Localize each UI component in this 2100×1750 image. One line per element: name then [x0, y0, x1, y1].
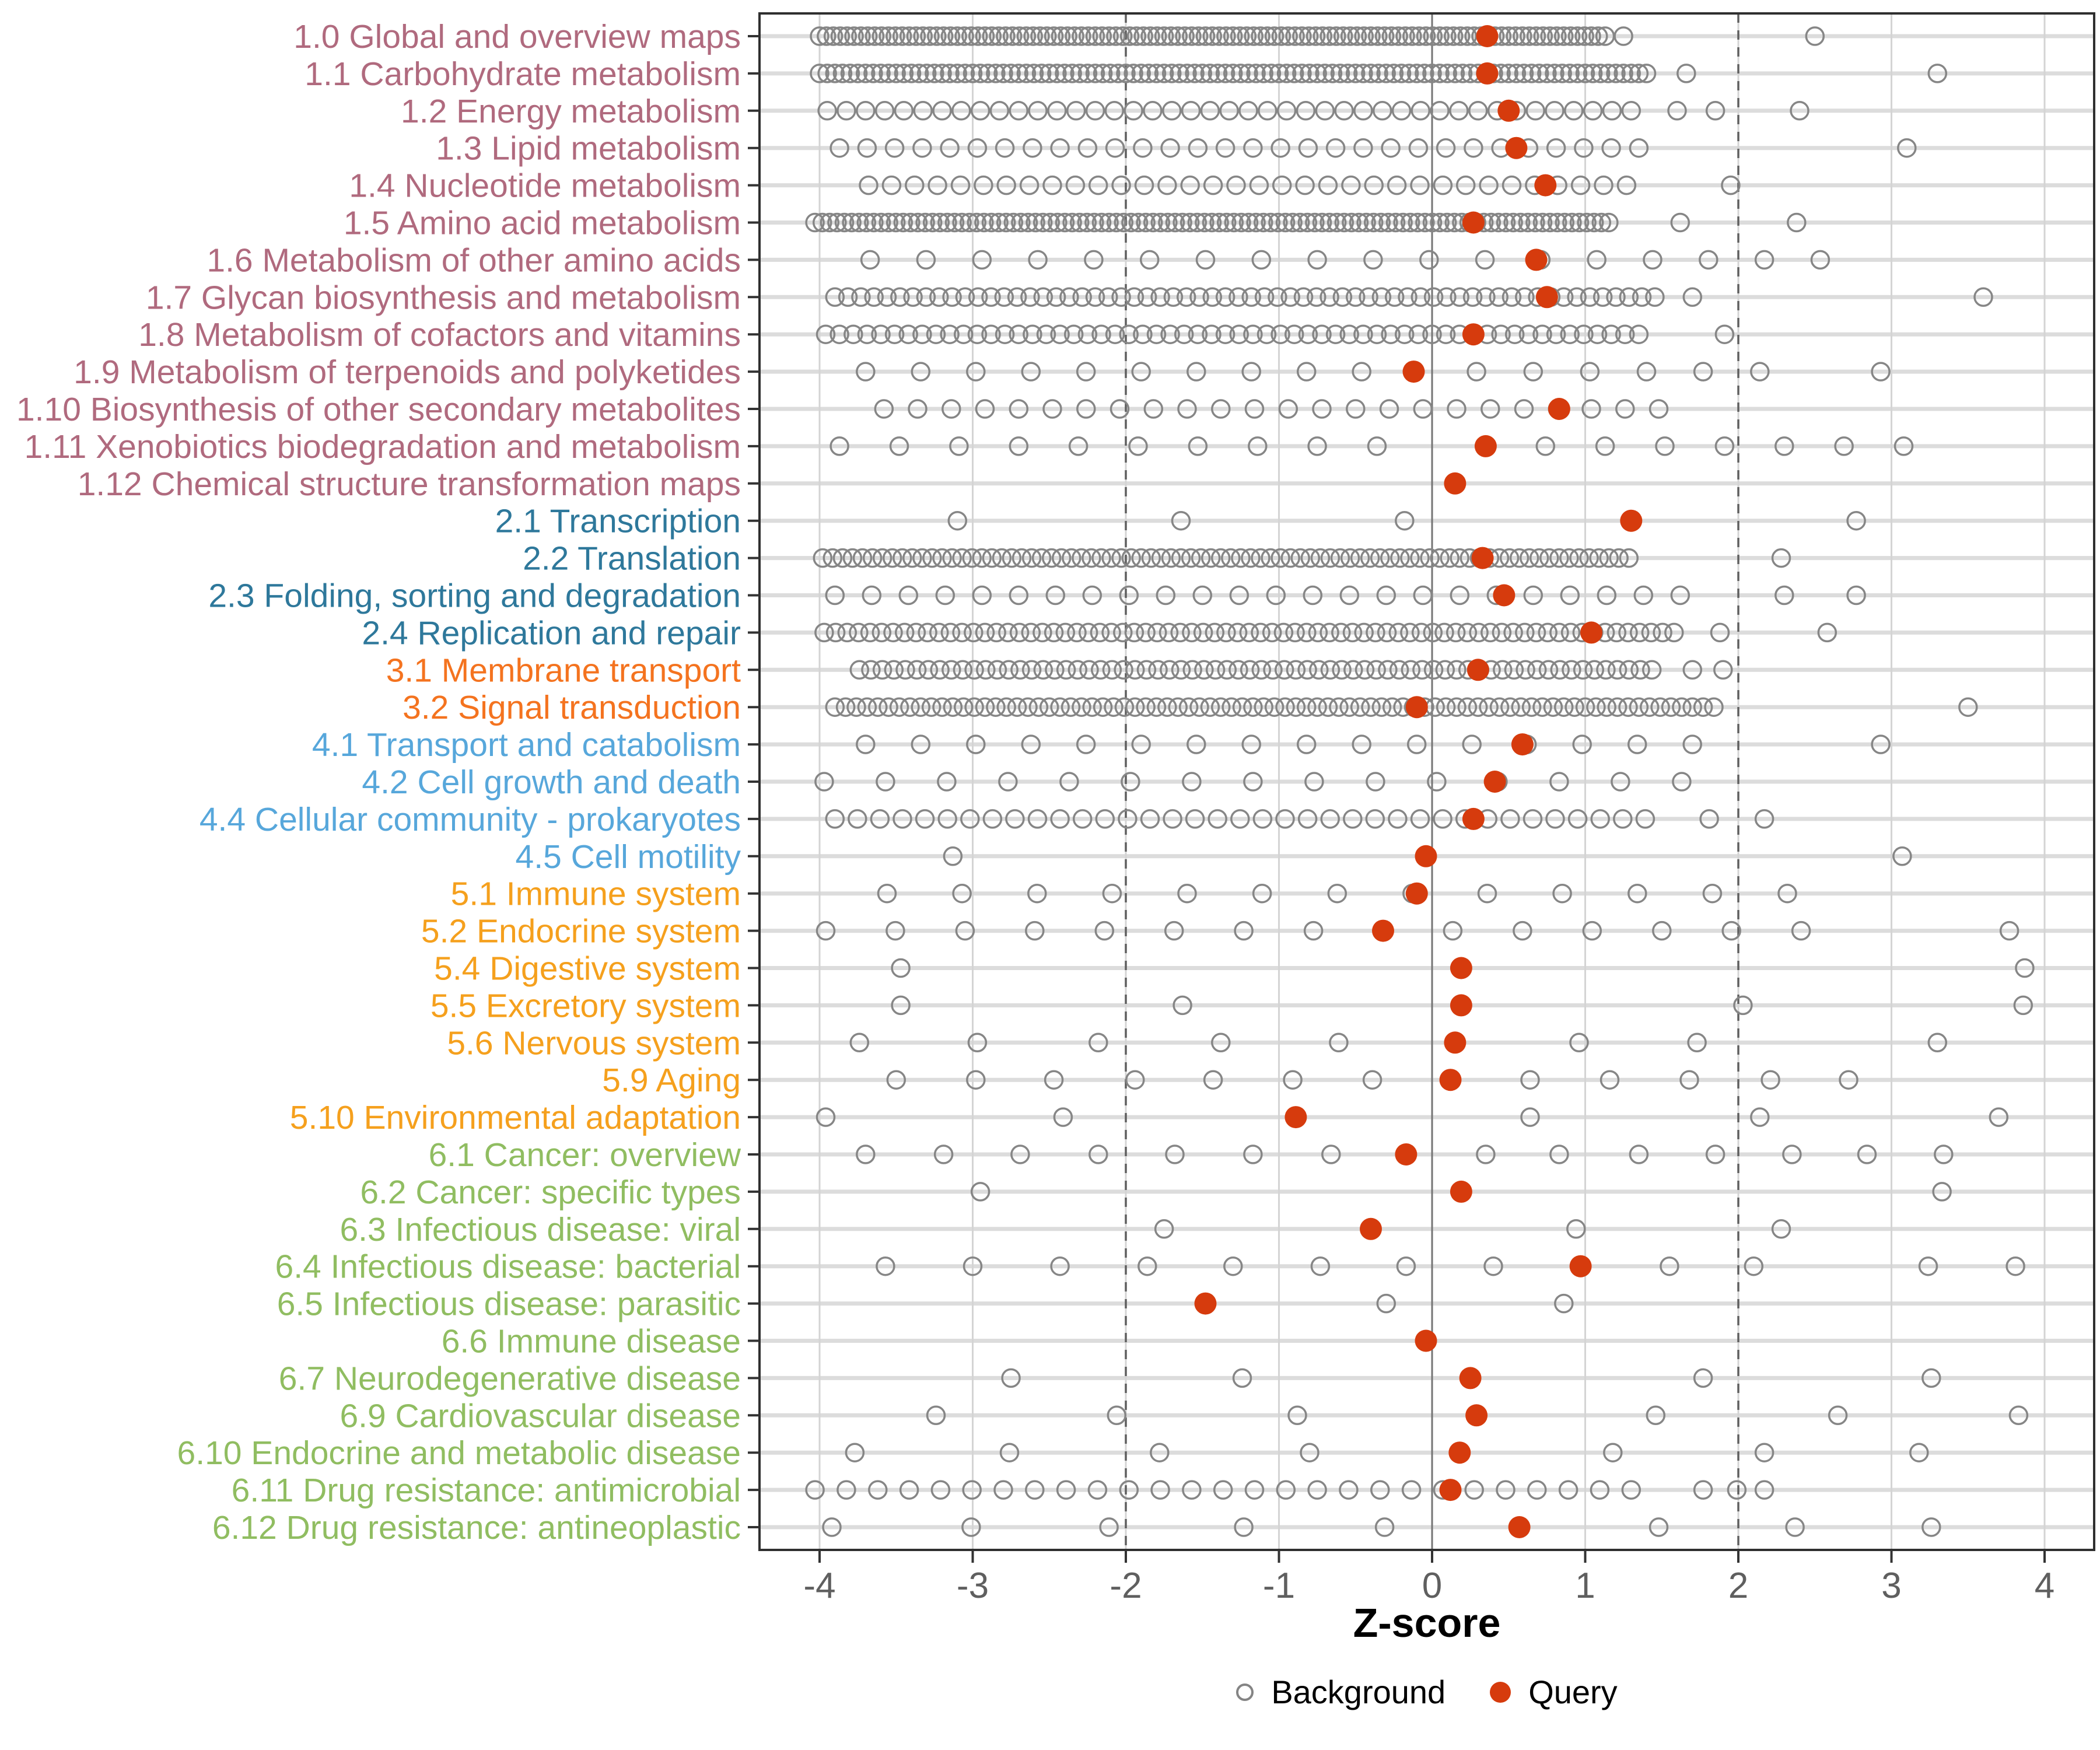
y-axis-label: 1.12 Chemical structure transformation maps	[77, 465, 741, 503]
y-axis-label: 1.10 Biosynthesis of other secondary metabolites	[16, 391, 741, 428]
query-point	[1403, 360, 1425, 383]
y-axis-label: 3.1 Membrane transport	[386, 652, 741, 690]
y-axis-label: 1.4 Nucleotide metabolism	[349, 167, 741, 205]
y-axis-label: 1.9 Metabolism of terpenoids and polyketides	[74, 354, 741, 391]
y-axis-label: 1.3 Lipid metabolism	[436, 130, 741, 167]
query-point	[1284, 1106, 1307, 1128]
x-tick-label: -3	[956, 1566, 989, 1606]
query-point	[1440, 1069, 1462, 1091]
query-point	[1444, 473, 1466, 495]
y-axis-label: 6.2 Cancer: specific types	[360, 1173, 741, 1211]
y-axis-label: 6.5 Infectious disease: parasitic	[276, 1285, 741, 1323]
query-point	[1360, 1218, 1382, 1240]
y-axis-label: 1.5 Amino acid metabolism	[343, 204, 741, 242]
y-axis-label: 2.4 Replication and repair	[362, 614, 741, 652]
query-legend-circle-icon	[1490, 1682, 1511, 1703]
query-point	[1493, 584, 1515, 607]
y-axis-label: 6.10 Endocrine and metabolic disease	[177, 1434, 741, 1472]
y-axis-label: 2.2 Translation	[523, 540, 741, 578]
query-point	[1450, 994, 1472, 1016]
y-axis-label: 6.1 Cancer: overview	[428, 1136, 741, 1174]
query-point	[1462, 212, 1485, 234]
y-axis-label: 5.6 Nervous system	[447, 1024, 741, 1062]
x-tick-label: 1	[1575, 1566, 1595, 1606]
y-axis-label: 6.4 Infectious disease: bacterial	[275, 1248, 741, 1286]
y-axis-label: 6.12 Drug resistance: antineoplastic	[212, 1509, 741, 1546]
query-point	[1372, 920, 1394, 942]
y-axis-label: 2.3 Folding, sorting and degradation	[208, 577, 741, 615]
query-point	[1406, 696, 1428, 718]
y-axis-label: 1.11 Xenobiotics biodegradation and metabolism	[24, 428, 741, 466]
y-axis-label: 1.7 Glycan biosynthesis and metabolism	[145, 279, 741, 317]
y-axis-label: 5.9 Aging	[602, 1062, 741, 1100]
x-tick-label: 0	[1422, 1566, 1443, 1606]
query-point	[1472, 547, 1494, 569]
y-axis-label: 1.6 Metabolism of other amino acids	[206, 242, 741, 279]
query-point	[1475, 435, 1497, 457]
query-point	[1476, 25, 1499, 47]
query-point	[1195, 1293, 1217, 1315]
y-axis-label: 5.4 Digestive system	[434, 950, 741, 988]
query-point	[1415, 1330, 1437, 1352]
y-axis-label: 5.10 Environmental adaptation	[289, 1099, 741, 1137]
y-axis-label: 1.1 Carbohydrate metabolism	[304, 55, 741, 93]
y-axis-label: 1.2 Energy metabolism	[401, 92, 741, 130]
query-point	[1465, 1404, 1488, 1426]
query-point	[1548, 398, 1570, 420]
query-point	[1462, 808, 1485, 830]
query-point	[1467, 659, 1489, 681]
query-point	[1415, 845, 1437, 867]
y-axis-label: 5.1 Immune system	[450, 875, 741, 913]
query-point	[1460, 1367, 1482, 1389]
query-legend-label: Query	[1528, 1674, 1618, 1710]
y-axis-label: 6.11 Drug resistance: antimicrobial	[231, 1472, 741, 1510]
query-point	[1505, 137, 1527, 159]
x-tick-label: 4	[2034, 1566, 2055, 1606]
x-tick-label: -1	[1262, 1566, 1296, 1606]
query-point	[1395, 1143, 1417, 1166]
x-tick-label: 2	[1728, 1566, 1749, 1606]
query-point	[1570, 1255, 1592, 1278]
x-tick-label: -4	[803, 1566, 836, 1606]
query-point	[1444, 1031, 1466, 1054]
y-axis-label: 6.6 Immune disease	[441, 1322, 741, 1360]
y-axis-label: 6.3 Infectious disease: viral	[340, 1210, 741, 1248]
y-axis-label: 4.5 Cell motility	[515, 838, 741, 876]
y-axis-label: 5.5 Excretory system	[430, 987, 741, 1025]
x-axis-title: Z-score	[1353, 1600, 1501, 1646]
query-point	[1620, 510, 1642, 532]
query-point	[1406, 883, 1428, 905]
query-point	[1462, 323, 1485, 345]
y-axis-label: 2.1 Transcription	[495, 502, 741, 540]
y-axis-label: 1.0 Global and overview maps	[293, 18, 741, 55]
x-tick-label: 3	[1881, 1566, 1902, 1606]
query-point	[1497, 100, 1520, 122]
query-point	[1484, 771, 1506, 793]
background-legend-circle-icon	[1236, 1684, 1254, 1701]
query-point	[1450, 957, 1472, 979]
query-point	[1450, 1181, 1472, 1203]
legend	[760, 1673, 2094, 1711]
query-point	[1508, 1516, 1531, 1538]
y-axis-label: 4.2 Cell growth and death	[362, 764, 741, 801]
query-point	[1476, 62, 1499, 85]
y-axis-label: 5.2 Endocrine system	[421, 912, 741, 950]
y-axis-label: 1.8 Metabolism of cofactors and vitamins	[138, 316, 741, 354]
query-point	[1536, 286, 1558, 308]
query-point	[1448, 1441, 1471, 1464]
y-axis-label: 6.9 Cardiovascular disease	[340, 1397, 741, 1435]
query-point	[1580, 621, 1602, 643]
query-point	[1440, 1479, 1462, 1501]
x-tick-label: -2	[1110, 1566, 1142, 1606]
query-point	[1534, 174, 1556, 197]
y-axis-label: 4.4 Cellular community - prokaryotes	[199, 800, 741, 838]
query-point	[1525, 249, 1548, 271]
y-axis-label: 3.2 Signal transduction	[402, 689, 741, 727]
y-axis-label: 4.1 Transport and catabolism	[312, 726, 741, 764]
y-axis-label: 6.7 Neurodegenerative disease	[278, 1360, 741, 1398]
query-point	[1511, 733, 1534, 755]
background-legend-label: Background	[1271, 1674, 1446, 1710]
